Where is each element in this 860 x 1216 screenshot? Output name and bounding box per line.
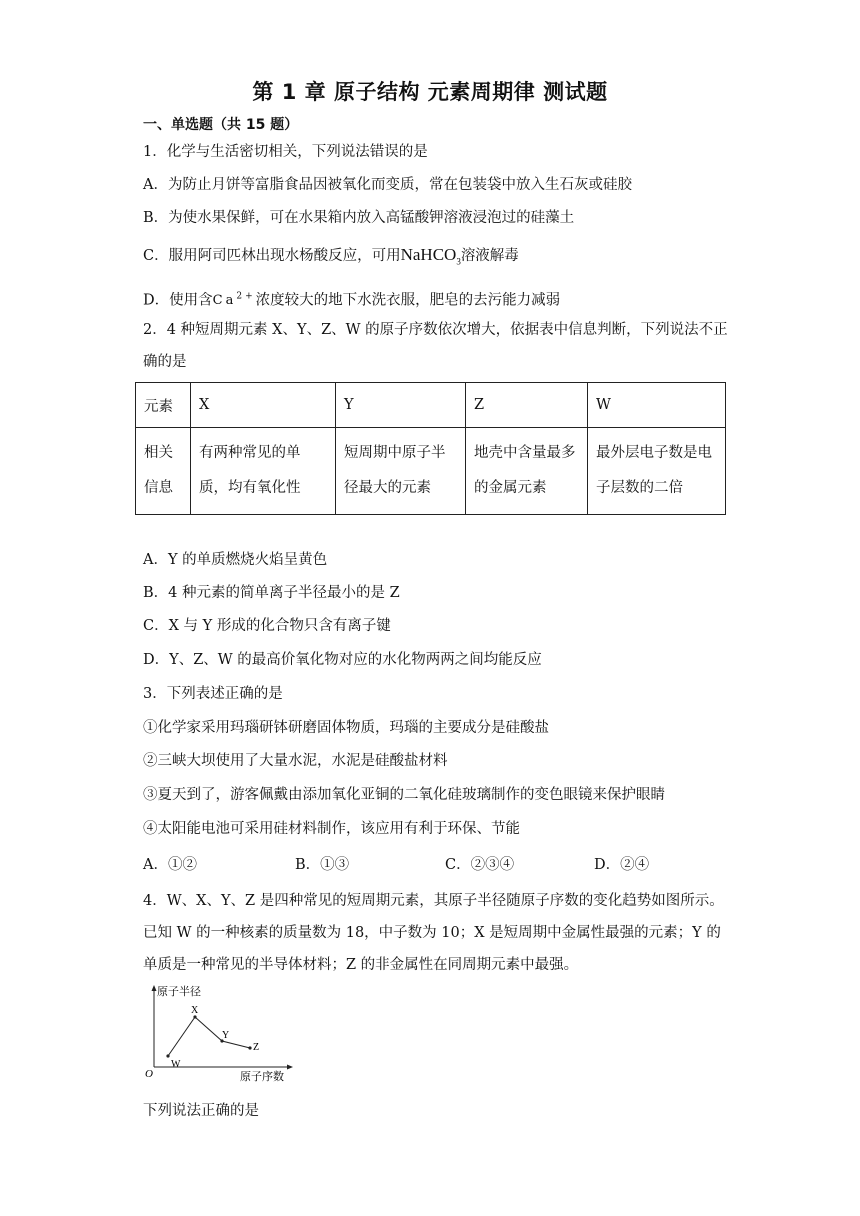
point-label-w: W	[171, 1059, 181, 1070]
q3-option-d: D．②④	[594, 857, 650, 873]
y-axis-label: 原子半径	[157, 985, 201, 998]
y-axis-arrow	[152, 985, 157, 991]
table-cell: X	[191, 383, 336, 428]
table-cell: 元素	[136, 383, 191, 428]
page-title: 第 1 章 原子结构 元素周期律 测试题	[252, 80, 608, 104]
formula-nahco3: NaHCO$_3$	[400, 245, 461, 267]
table-cell: Z	[466, 383, 588, 428]
q1-option-d-text: D．使用含	[143, 292, 213, 309]
q2-option-c: C．X 与 Y 形成的化合物只含有离子键	[143, 618, 391, 634]
q3-option-b: B．①③	[295, 857, 350, 873]
q1-option-a: A．为防止月饼等富脂食品因被氧化而变质，常在包装袋中放入生石灰或硅胶	[143, 177, 632, 193]
table-cell: 最外层电子数是电子层数的二倍	[588, 428, 726, 515]
q4-after: 下列说法正确的是	[143, 1103, 259, 1119]
q1-option-b: B．为使水果保鲜，可在水果箱内放入高锰酸钾溶液浸泡过的硅藻土	[143, 210, 575, 226]
table-header-row	[136, 383, 726, 428]
point-z	[248, 1046, 251, 1049]
table-cell: Y	[336, 383, 466, 428]
q1-stem: 1．化学与生活密切相关，下列说法错误的是	[143, 144, 428, 160]
q2-option-b: B．4 种元素的简单离子半径最小的是 Z	[143, 585, 400, 601]
x-axis-arrow	[287, 1065, 293, 1070]
q4-stem: 4．W、X、Y、Z 是四种常见的短周期元素，其原子半径随原子序数的变化趋势如图所示。已知 W 的一种核素的质量数为 18，中子数为 10；X 是短周期中金属性最强的元素；Y 的单质是一种常见的半导体材料；Z 的非金属性在同周期元素中最强。	[143, 893, 724, 973]
q1-option-d	[143, 287, 560, 311]
section-heading: 一、单选题（共 15 题）	[143, 117, 299, 133]
q1-option-c-tail: 溶液解毒	[460, 248, 519, 264]
table-cell: 短周期中原子半径最大的元素	[336, 428, 466, 515]
q3-statement-4: ④太阳能电池可采用硅材料制作，该应用有利于环保、节能	[143, 821, 520, 837]
q1-option-d-tail: 浓度较大的地下水洗衣服，肥皂的去污能力减弱	[255, 292, 561, 309]
radius-trend-line	[168, 1017, 250, 1056]
q3-option-c: C．②③④	[445, 857, 515, 873]
q3-option-a: A．①②	[143, 857, 197, 873]
q1-option-c	[143, 245, 519, 271]
table-cell: 相关信息	[136, 428, 191, 515]
q2-option-a: A．Y 的单质燃烧火焰呈黄色	[143, 552, 328, 568]
element-info-table	[135, 382, 726, 515]
table-cell: 有两种常见的单质，均有氧化性	[191, 428, 336, 515]
q1-option-c-text: C．服用阿司匹林出现水杨酸反应，可用	[143, 248, 401, 264]
q2-option-d: D．Y、Z、W 的最高价氧化物对应的水化物两两之间均能反应	[143, 652, 542, 668]
point-w	[166, 1054, 169, 1057]
q3-statement-3: ③夏天到了，游客佩戴由添加氧化亚铜的二氧化硅玻璃制作的变色眼镜来保护眼睛	[143, 787, 665, 803]
x-axis-label: 原子序数	[240, 1070, 284, 1083]
atomic-radius-graph	[140, 982, 300, 1087]
table-cell: W	[588, 383, 726, 428]
q3-statement-1: ①化学家采用玛瑙研钵研磨固体物质，玛瑙的主要成分是硅酸盐	[143, 720, 549, 736]
point-label-y: Y	[222, 1030, 230, 1041]
q3-stem: 3．下列表述正确的是	[143, 686, 283, 702]
q2-stem: 2．4 种短周期元素 X、Y、Z、W 的原子序数依次增大，依据表中信息判断，下列说法不正确的是	[143, 322, 728, 370]
table-row	[136, 428, 726, 515]
origin-label: O	[145, 1068, 153, 1080]
ion-ca: $Ca^{2+}$	[212, 292, 256, 309]
point-label-x: X	[191, 1005, 199, 1016]
point-label-z: Z	[253, 1042, 260, 1053]
q3-statement-2: ②三峡大坝使用了大量水泥，水泥是硅酸盐材料	[143, 753, 448, 769]
table-cell: 地壳中含量最多的金属元素	[466, 428, 588, 515]
